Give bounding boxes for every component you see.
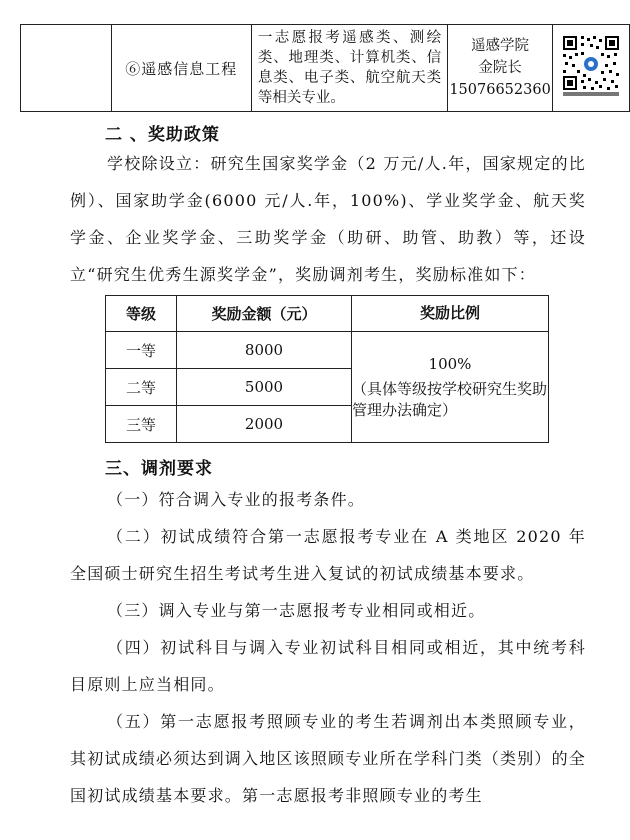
major-table	[20, 24, 630, 112]
ratio-cell	[352, 332, 549, 443]
requirement-item-4: （四）初试科目与调入专业初试科目相同或相近，其中统考科目原则上应当相同。	[70, 638, 586, 694]
requirement-item-3: （三）调入专业与第一志愿报考专业相同或相近。	[107, 601, 486, 620]
amount-cell: 5000	[177, 369, 352, 406]
requirement-item-5: （五）第一志愿报考照顾专业的考生若调剂出本类照顾专业，其初试成绩必须达到调入地区该照顾专业所在学科门类（类别）的全国初试成绩基本要求。第一志愿报考非照顾专业的考生	[70, 712, 587, 805]
qr-cell	[553, 25, 630, 112]
ratio-note: （具体等级按学校研究生奖助管理办法确定）	[352, 379, 548, 419]
ratio-value: 100%	[428, 354, 472, 373]
requirement-item-1: （一）符合调入专业的报考条件。	[107, 490, 366, 509]
header-ratio: 奖励比例	[352, 296, 549, 332]
header-grade: 等级	[106, 296, 177, 332]
section-2-intro: 学校除设立：研究生国家奖学金（2 万元/人.年，国家规定的比例）、国家助学金(6000 元/人.年，100%)、学业奖学金、航天奖学金、企业奖学金、三助奖学金（助研、助管、助教）等，还设立“研究生优秀生源奖学金”，奖励调剂考生，奖励标准如下：	[70, 154, 586, 284]
grade-cell: 二等	[106, 369, 177, 406]
table-header-row	[106, 296, 549, 332]
contact-dept: 遥感学院	[471, 38, 530, 54]
reward-table	[105, 295, 549, 443]
header-amount: 奖励金额（元）	[177, 296, 352, 332]
qr-code-icon[interactable]	[561, 34, 621, 98]
amount-cell: 8000	[177, 332, 352, 369]
requirement-item-2: （二）初试成绩符合第一志愿报考专业在 A 类地区 2020 年全国硕士研究生招生考试考生进入复试的初试成绩基本要求。	[70, 527, 586, 583]
section-3-title: 三、调剂要求	[105, 459, 213, 479]
table-row	[106, 332, 549, 369]
contact-phone: 15076652360	[449, 82, 551, 98]
section-2-title: 二 、奖助政策	[105, 125, 220, 145]
major-requirement: 一志愿报考遥感类、测绘类、地理类、计算机类、信息类、电子类、航空航天类等相关专业。	[251, 25, 447, 112]
major-name: ⑥遥感信息工程	[111, 25, 251, 112]
contact-person: 金院长	[478, 60, 522, 76]
table-row	[21, 25, 630, 112]
grade-cell: 一等	[106, 332, 177, 369]
empty-cell	[21, 25, 112, 112]
grade-cell: 三等	[106, 406, 177, 443]
contact-cell	[448, 25, 553, 112]
amount-cell: 2000	[177, 406, 352, 443]
